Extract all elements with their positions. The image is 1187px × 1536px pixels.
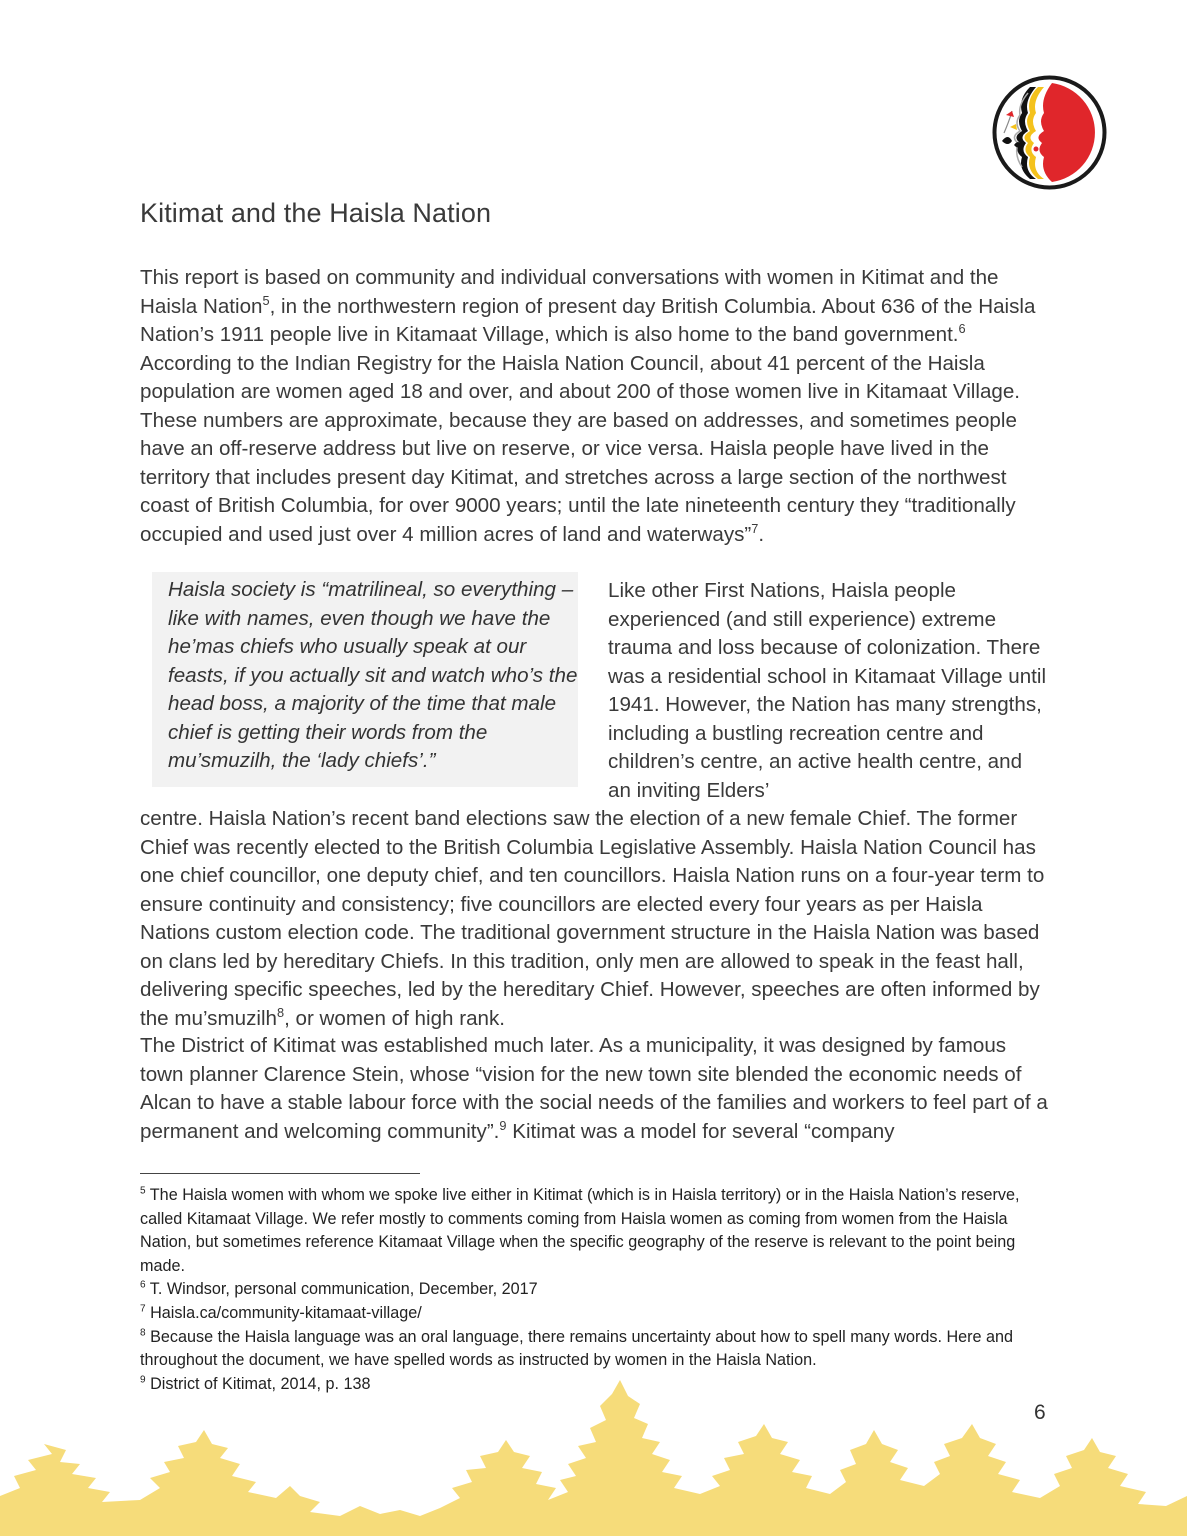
paragraph-governance: centre. Haisla Nation’s recent band elections saw the election of a new female Chief. The former Chief was recently elected to the British Columbia Legislative Assembly. Haisla Nation Council has one chief councillor, one deputy chief, and ten councillors. Haisla Nation runs on a four-year term to ensure continuity and consistency; five councillors are elected every four years as per Haisla Nations custom election code. The traditional government structure in the Haisla Nation was based on clans led by hereditary Chiefs. In this tradition, only men are allowed to speak in the feast hall, delivering specific speeches, led by the hereditary Chief. However, speeches are often informed by the mu’smuzilh$^8$, or women of high rank. (140, 807, 1045, 1030)
footnote: $^5$ The Haisla women with whom we spoke live either in Kitimat (which is in Haisla territory) or in the Haisla Nation’s reserve, called Kitamaat Village. We refer mostly to comments coming from Haisla women as coming from women from the Haisla Nation, but sometimes reference Kitamaat Village when the specific geography of the reserve is relevant to the point being made. (140, 1185, 1020, 1275)
page-number: 6 (1034, 1401, 1046, 1424)
page-title: Kitimat and the Haisla Nation (140, 198, 492, 228)
footnote-ref-7: 7 (751, 520, 759, 536)
footnote-ref-9: 9 (499, 1117, 507, 1133)
footnote: $^9$ District of Kitimat, 2014, p. 138 (140, 1374, 371, 1393)
organization-logo (992, 75, 1107, 190)
paragraph-district: The District of Kitimat was established much later. As a municipality, it was designed by famous town planner Clarence Stein, whose “vision for the new town site blended the economic needs of Alcan to have a stable labour force with the social needs of the families and workers to feel part of a permanent and welcoming community”.$^9$ Kitimat was a model for several “company (140, 1034, 1048, 1143)
footnote-ref-5: 5 (262, 292, 270, 308)
tree-silhouette-decoration (0, 1376, 1187, 1536)
pull-quote-box (152, 572, 578, 787)
footnote: $^6$ T. Windsor, personal communication, December, 2017 (140, 1279, 538, 1299)
footnote-ref-6: 6 (958, 321, 966, 337)
footnotes (140, 1184, 1060, 1396)
pull-quote: Haisla society is “matrilineal, so everything – like with names, even though we have the he’mas chiefs who usually speak at our feasts, if you actually sit and watch who’s the head boss, a majority of the time that male chief is getting their words from the mu’smuzilh, the ‘lady chiefs’.” (168, 578, 578, 772)
paragraph-intro: This report is based on community and individual conversations with women in Kitimat and the Haisla Nation$^5$, in the northwestern region of present day British Columbia. About 636 of the Haisla Nation’s 1911 people live in Kitamaat Village, which is also home to the band government.$^6$ According to the Indian Registry for the Haisla Nation Council, about 41 percent of the Haisla population are women aged 18 and over, and about 200 of those women live in Kitamaat Village. These numbers are approximate, because they are based on addresses, and sometimes people have an off-reserve address but live on reserve, or vice versa. Haisla people have lived in the territory that includes present day Kitimat, and stretches across a large section of the northwest coast of British Columbia, for over 9000 years; until the late nineteenth century they “traditionally occupied and used just over 4 million acres of land and waterways”$^7$. (140, 266, 1036, 546)
footnote-ref-8: 8 (276, 1004, 285, 1020)
footnote: $^7$ Haisla.ca/community-kitamaat-village/ (140, 1303, 422, 1322)
footnote: $^8$ Because the Haisla language was an oral language, there remains uncertainty about how to spell many words. Here and throughout the document, we have spelled words as instructed by women in the Haisla Nation. (140, 1327, 1014, 1370)
paragraph-first-nations: Like other First Nations, Haisla people experienced (and still experience) extreme trauma and loss because of colonization. There was a residential school in Kitamaat Village until 1941. However, the Nation has many strengths, including a bustling recreation centre and children’s centre, an active health centre, and an inviting Elders’ (608, 579, 1047, 802)
footnote-divider (140, 1173, 420, 1174)
